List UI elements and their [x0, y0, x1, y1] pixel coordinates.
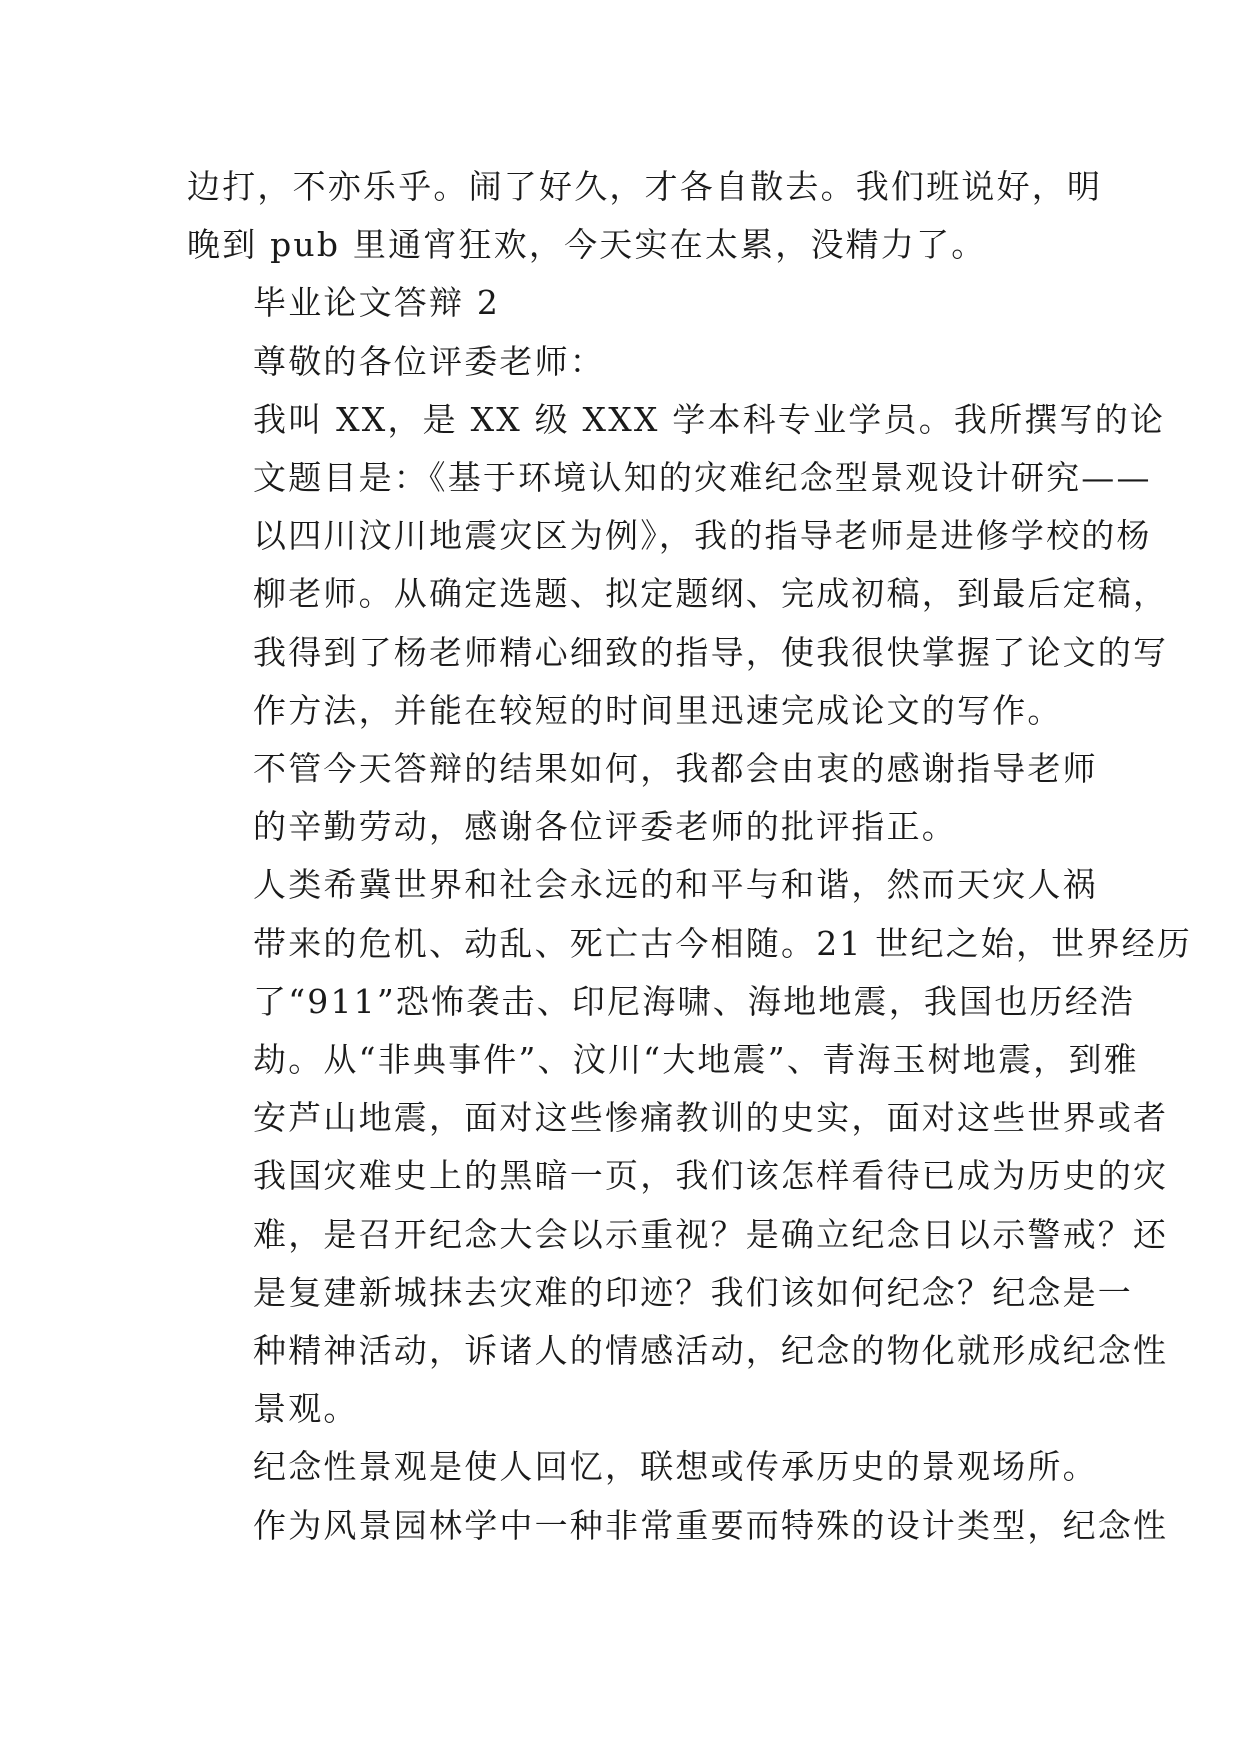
section-heading: [187, 274, 1067, 332]
text-line: 纪念性景观是使人回忆，联想或传承历史的景观场所。: [253, 1447, 1098, 1487]
text-line: 不管今天答辩的结果如何，我都会由衷的感谢指导老师: [253, 749, 1098, 789]
text-line: 柳老师。从确定选题、拟定题纲、完成初稿，到最后定稿，: [253, 574, 1169, 614]
paragraph-continuation: [187, 158, 1103, 274]
text-line: 我国灾难史上的黑暗一页，我们该怎样看待已成为历史的灾: [253, 1156, 1169, 1196]
text-line: 我得到了杨老师精心细致的指导，使我很快掌握了论文的写: [253, 632, 1169, 672]
text-line: 安芦山地震，面对这些惨痛教训的史实，面对这些世界或者: [253, 1098, 1169, 1138]
text-line: 作为风景园林学中一种非常重要而特殊的设计类型，纪念性: [253, 1505, 1169, 1545]
text-line: 作方法，并能在较短的时间里迅速完成论文的写作。: [253, 690, 1063, 730]
text-line: 我叫 XX，是 XX 级 XXX 学本科专业学员。我所撰写的论: [253, 399, 1166, 439]
text-line: 是复建新城抹去灾难的印迹？我们该如何纪念？纪念是一: [253, 1272, 1133, 1312]
text-line: 难，是召开纪念大会以示重视？是确立纪念日以示警戒？还: [253, 1214, 1169, 1254]
text-line: 文题目是：《基于环境认知的灾难纪念型景观设计研究——: [253, 458, 1152, 498]
text-line: 劫。从“非典事件”、汶川“大地震”、青海玉树地震，到雅: [253, 1040, 1139, 1080]
salutation: [187, 333, 1067, 391]
paragraph-introduction: [187, 391, 1169, 740]
paragraph-thanks: [187, 740, 1098, 856]
text-line: 的辛勤劳动，感谢各位评委老师的批评指正。: [253, 807, 957, 847]
text-line: 景观。: [253, 1389, 359, 1429]
text-line: 种精神活动，诉诸人的情感活动，纪念的物化就形成纪念性: [253, 1331, 1169, 1371]
paragraph-memorial-landscape: [187, 1438, 1169, 1554]
text-line: 了“911”恐怖袭击、印尼海啸、海地地震，我国也历经浩: [253, 981, 1136, 1021]
paragraph-background: [187, 856, 1193, 1438]
text-line: 带来的危机、动乱、死亡古今相随。21 世纪之始，世界经历: [253, 923, 1193, 963]
salutation-text: 尊敬的各位评委老师：: [253, 341, 605, 381]
document-body: [187, 158, 1193, 1555]
text-line: 晚到 pub 里通宵狂欢，今天实在太累，没精力了。: [187, 225, 987, 265]
text-line: 人类希冀世界和社会永远的和平与和谐，然而天灾人祸: [253, 865, 1098, 905]
text-line: 以四川汶川地震灾区为例》，我的指导老师是进修学校的杨: [253, 516, 1152, 556]
text-line: 边打，不亦乐乎。闹了好久，才各自散去。我们班说好，明: [187, 167, 1103, 206]
heading-text: 毕业论文答辩 2: [253, 283, 501, 323]
